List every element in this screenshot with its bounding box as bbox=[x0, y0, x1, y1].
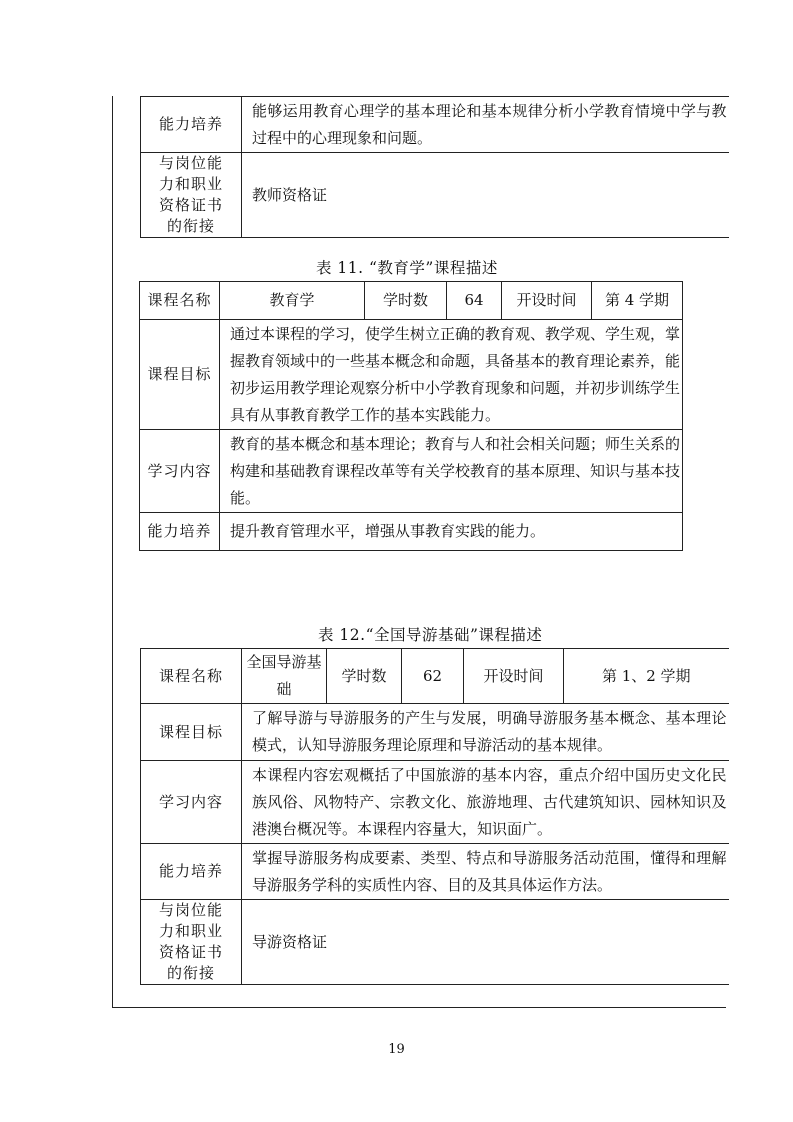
ability-content: 提升教育管理水平，增强从事教育实践的能力。 bbox=[220, 513, 683, 551]
table-row bbox=[140, 320, 683, 430]
ability-label: 能力培养 bbox=[141, 844, 242, 900]
goal-label: 课程目标 bbox=[140, 320, 220, 430]
table-row bbox=[140, 513, 683, 551]
content-value: 教育的基本概念和基本理论；教育与人和社会相关问题；师生关系的构建和基础教育课程改革等有关学校教育的基本原理、知识与基本技能。 bbox=[220, 430, 683, 513]
hours-value: 62 bbox=[402, 649, 464, 704]
table-row bbox=[141, 761, 729, 844]
table-row bbox=[141, 153, 729, 238]
hours-value: 64 bbox=[447, 282, 502, 320]
time-label: 开设时间 bbox=[502, 282, 592, 320]
hours-label: 学时数 bbox=[365, 282, 447, 320]
content-label: 学习内容 bbox=[140, 430, 220, 513]
cert-content: 导游资格证 bbox=[242, 900, 729, 985]
content-label: 学习内容 bbox=[141, 761, 242, 844]
cert-label: 与岗位能力和职业资格证书的衔接 bbox=[141, 900, 242, 985]
table11-caption: 表 11. “教育学”课程描述 bbox=[316, 259, 498, 277]
table-row bbox=[141, 97, 729, 153]
ability-content: 能够运用教育心理学的基本理论和基本规律分析小学教育情境中学与教过程中的心理现象和问题。 bbox=[242, 97, 729, 153]
hours-label: 学时数 bbox=[327, 649, 402, 704]
table11 bbox=[139, 281, 683, 551]
goal-content: 通过本课程的学习，使学生树立正确的教育观、教学观、学生观，掌握教育领域中的一些基本概念和命题，具备基本的教育理论素养，能初步运用教学理论观察分析中小学教育现象和问题，并初步训练学生具有从事教育教学工作的基本实践能力。 bbox=[220, 320, 683, 430]
content-value: 本课程内容宏观概括了中国旅游的基本内容，重点介绍中国历史文化民族风俗、风物特产、宗教文化、旅游地理、古代建筑知识、园林知识及港澳台概况等。本课程内容量大，知识面广。 bbox=[242, 761, 729, 844]
table12 bbox=[140, 648, 729, 985]
page-number: 19 bbox=[388, 1042, 405, 1057]
ability-label: 能力培养 bbox=[141, 97, 242, 153]
table12-caption: 表 12.“全国导游基础”课程描述 bbox=[318, 626, 543, 644]
table-row bbox=[141, 844, 729, 900]
goal-content: 了解导游与导游服务的产生与发展，明确导游服务基本概念、基本理论模式，认知导游服务理论原理和导游活动的基本规律。 bbox=[242, 704, 729, 761]
table-row bbox=[141, 649, 729, 704]
table-row bbox=[141, 900, 729, 985]
time-value: 第 4 学期 bbox=[592, 282, 683, 320]
cert-label: 与岗位能力和职业资格证书的衔接 bbox=[141, 153, 242, 238]
ability-label: 能力培养 bbox=[140, 513, 220, 551]
ability-content: 掌握导游服务构成要素、类型、特点和导游服务活动范围，懂得和理解导游服务学科的实质性内容、目的及其具体运作方法。 bbox=[242, 844, 729, 900]
course-name-value: 全国导游基础 bbox=[242, 649, 327, 704]
table-row bbox=[140, 430, 683, 513]
table-top-continuation bbox=[140, 96, 729, 238]
time-label: 开设时间 bbox=[464, 649, 564, 704]
cert-content: 教师资格证 bbox=[242, 153, 729, 238]
course-name-label: 课程名称 bbox=[140, 282, 220, 320]
course-name-label: 课程名称 bbox=[141, 649, 242, 704]
course-name-value: 教育学 bbox=[220, 282, 365, 320]
time-value: 第 1、2 学期 bbox=[564, 649, 729, 704]
goal-label: 课程目标 bbox=[141, 704, 242, 761]
table-row bbox=[141, 704, 729, 761]
table-row bbox=[140, 282, 683, 320]
